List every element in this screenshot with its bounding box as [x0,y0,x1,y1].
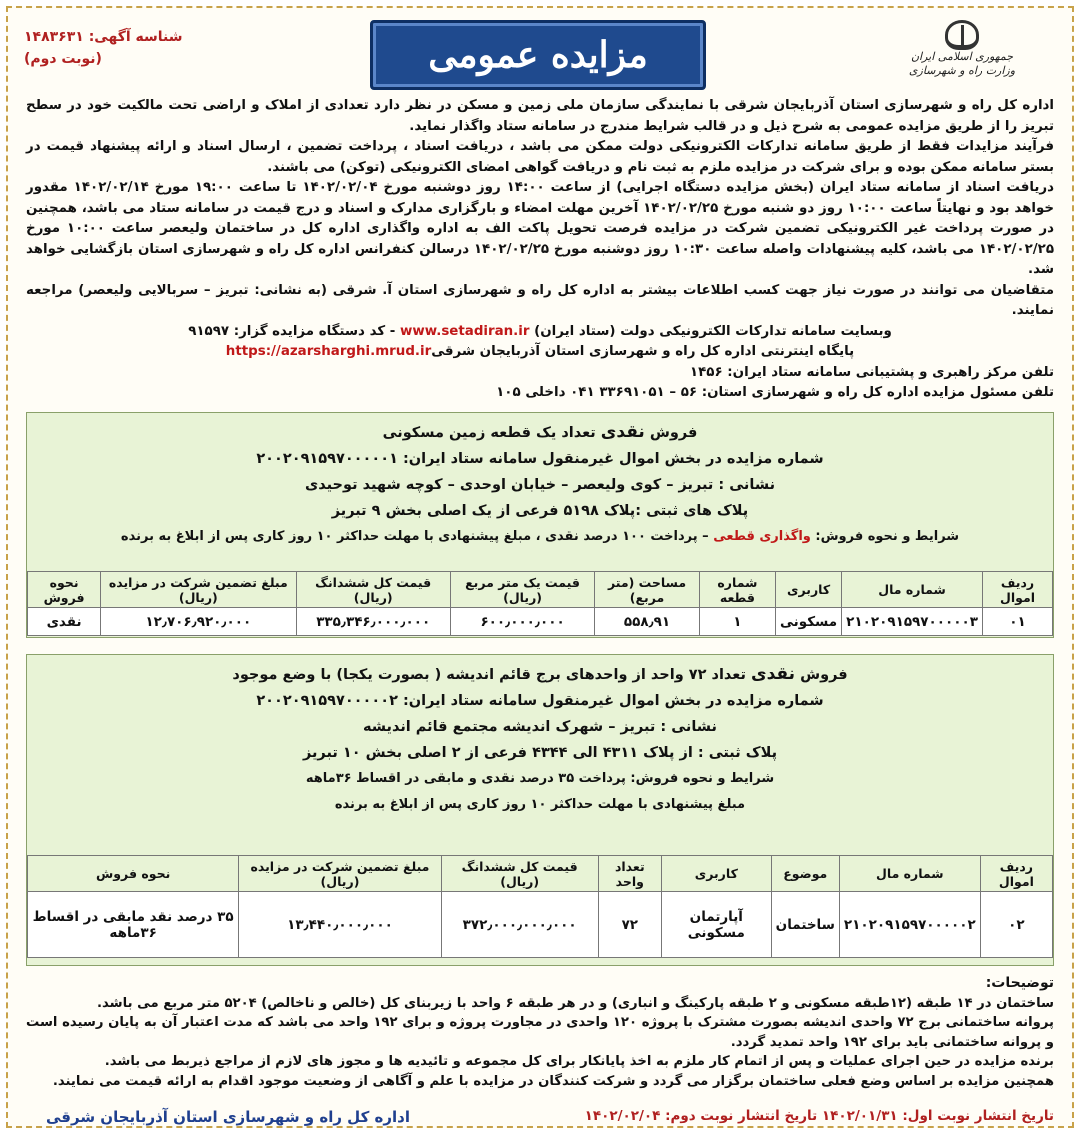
setad-website-line [26,322,1054,343]
section-2-plaque: پلاک ثبتی : از پلاک ۴۳۱۱ الی ۴۳۴۴ فرعی از ۲ اصلی بخش ۱۰ تبریز [302,745,778,761]
column-header: قیمت کل ششدانگ (ریال) [441,856,598,892]
table-row [28,892,1053,958]
column-header: نحوه فروش [28,572,101,608]
section-2-terms-2: مبلغ پیشنهادی با مهلت حداکثر ۱۰ روز کاری پس از ابلاغ به برنده [334,797,746,812]
intro-paragraph-1: اداره کل راه و شهرسازی استان آذربایجان شرقی با نمایندگی سازمان ملی زمین و مسکن در نظر دارد تعدادی از املاک و اراضی تحت مالکیت خود در سطح تبریز را از طریق مزایده عمومی به شرح ذیل و در قالب شرایط مندرج در سامانه ستاد واگذار نماید. [26,98,1054,134]
officer-phone: تلفن مسئول مزایده اداره کل راه و شهرسازی استان: ۵۶ – ۳۳۶۹۱۰۵۱ ۰۴۱ داخلی ۱۰۵ [496,385,1054,400]
emblem-line-1: جمهوری اسلامی ایران [910,50,1014,63]
table-cell: ۷۲ [598,892,661,958]
page-title: مزایده عمومی [428,34,648,76]
auction-section-1 [26,412,1054,638]
table-cell: ۲۱۰۲۰۹۱۵۹۷۰۰۰۰۰۲ [839,892,980,958]
intro-paragraph-2: فرآیند مزایدات فقط از طریق سامانه تدارکات الکترونیکی دولت ممکن می باشد ، دریافت اسناد ، پرداخت تضمین ، ارسال اسناد و ارائه پیشنهاد قیمت در بستر سامانه ممکن بوده و برای شرکت در مزایده ملزم به ثبت نام و دریافت گواهی امضای الکترونیکی (توکن) می باشند. [26,139,1054,175]
section-1-auction-number: شماره مزایده در بخش اموال غیرمنقول سامانه ستاد ایران: ۲۰۰۲۰۹۱۵۹۷۰۰۰۰۰۱ [256,451,824,467]
column-header: شماره مال [842,572,983,608]
section-1-title: فروش نقدی تعداد یک قطعه زمین مسکونی [382,422,698,442]
intro-paragraph-3: دریافت اسناد از سامانه ستاد ایران (بخش مزایده دستگاه اجرایی) از ساعت ۱۴:۰۰ روز دوشنبه مورخ ۱۴۰۲/۰۲/۰۴ تا ساعت ۱۹:۰۰ مورخ ۱۴۰۲/۰۲/۱۴ مقدور خواهد بود و نهایتاً ساعت ۱۰:۰۰ روز دو شنبه مورخ ۱۴۰۲/۰۲/۲۵ آخرین مهلت امضاء و بارگزاری مدارک و اسناد و درج قیمت در سامانه ستاد می باشد، همچنین در صورت پرداخت غیر الکترونیکی تضمین شرکت در مزایده فرصت تحویل پاکت الف به اداره واگذاری اداره کل در ساختمان ولیعصر ساعت ۱۰:۰۰ مورخ ۱۴۰۲/۰۲/۲۵ می باشد، کلیه پیشنهادات واصله ساعت ۱۰:۳۰ روز دوشنبه مورخ ۱۴۰۲/۰۲/۲۵ درسالن کنفرانس اداره کل راه و شهرسازی استان بازگشایی خواهد شد. [26,180,1054,277]
section-1-table [27,571,1053,636]
column-header: مساحت (متر مربع) [595,572,700,608]
table-cell: ۳۷۲٫۰۰۰٫۰۰۰٫۰۰۰ [441,892,598,958]
section-1-address: نشانی : تبریز – کوی ولیعصر – خیابان اوحدی – کوچه شهید توحیدی [304,477,776,493]
support-phone: تلفن مرکز راهبری و پشتیبانی سامانه ستاد ایران: ۱۴۵۶ [689,364,1054,380]
ad-round-text: (نوبت دوم) [24,51,102,67]
column-header: موضوع [771,856,839,892]
notes [26,974,1054,1091]
table-cell: ساختمان [771,892,839,958]
table-cell: ۰۱ [982,608,1052,636]
table-cell: نقدی [28,608,101,636]
publication-dates: تاریخ انتشار نوبت اول: ۱۴۰۲/۰۱/۳۱ تاریخ انتشار نوبت دوم: ۱۴۰۲/۰۲/۰۴ [584,1108,1054,1124]
column-header: مبلغ تضمین شرکت در مزایده (ریال) [239,856,441,892]
table-cell: ۶۰۰٫۰۰۰٫۰۰۰ [450,608,594,636]
table-cell: ۲۱۰۲۰۹۱۵۹۷۰۰۰۰۰۳ [842,608,983,636]
table-cell: ۵۵۸٫۹۱ [595,608,700,636]
table-cell: ۳۵ درصد نقد مابقی در اقساط ۳۶ماهه [28,892,239,958]
header [18,14,1062,96]
section-2-heading [27,655,1053,818]
section-2-terms-1: شرایط و نحوه فروش: پرداخت ۳۵ درصد نقدی و مابقی در اقساط ۳۶ماهه [305,771,775,786]
section-1-plaque: پلاک های ثبتی :پلاک ۵۱۹۸ فرعی از یک اصلی بخش ۹ تبریز [331,503,749,519]
section-2-table [27,855,1053,958]
section-1-heading [27,413,1053,550]
column-header: مبلغ تضمین شرکت در مزایده (ریال) [101,572,296,608]
office-website-link[interactable]: https://azarsharghi.mrud.ir [225,344,432,359]
note-4: همچنین مزایده بر اساس وضع فعلی ساختمان برگزار می گردد و شرکت کنندگان در مزایده با علم و آگاهی از وضعیت موجود اقدام به ارائه قیمت می نمایند. [52,1073,1054,1089]
emblem-line-2: وزارت راه و شهرسازی [908,64,1016,77]
notes-title: توضیحات: [985,975,1054,991]
column-header: شماره مال [839,856,980,892]
section-2-title: فروش نقدی تعداد ۷۲ واحد از واحدهای برج قائم اندیشه ( بصورت یکجا) با وضع موجود [232,664,848,684]
column-header: قیمت کل ششدانگ (ریال) [296,572,450,608]
ad-identifier [24,26,183,70]
column-header: تعداد واحد [598,856,661,892]
title-banner [370,20,706,90]
section-2-auction-number: شماره مزایده در بخش اموال غیرمنقول سامانه ستاد ایران: ۲۰۰۲۰۹۱۵۹۷۰۰۰۰۰۲ [256,693,824,709]
advertisement-frame [6,6,1074,1128]
column-header: کاربری [661,856,771,892]
ministry-emblem [902,20,1022,78]
table-cell: ۱۲٫۷۰۶٫۹۲۰٫۰۰۰ [101,608,296,636]
table-cell: ۱ [699,608,775,636]
column-header: ردیف اموال [980,856,1052,892]
table-row [28,608,1053,636]
table-cell: ۳۳۵٫۳۴۶٫۰۰۰٫۰۰۰ [296,608,450,636]
table-cell: آپارتمان مسکونی [661,892,771,958]
setad-auctioneer-code: - کد دستگاه مزایده گزار: ۹۱۵۹۷ [188,323,400,339]
column-header: ردیف اموال [982,572,1052,608]
table-header-row [28,856,1053,892]
auction-section-2 [26,654,1054,966]
office-website-line [26,342,1054,363]
note-1: ساختمان در ۱۴ طبقه (۱۲طبقه مسکونی و ۲ طبقه پارکینگ و انباری) و در هر طبقه ۶ واحد با زیربنای کل (خالص و ناخالص) ۵۲۰۴ متر مربع می باشد. [97,995,1054,1011]
section-2-address: نشانی : تبریز – شهرک اندیشه مجتمع قائم اندیشه [362,719,718,735]
footer [26,1108,1054,1130]
ad-id-text: شناسه آگهی: ۱۴۸۳۶۳۱ [24,29,183,45]
office-website-label: پایگاه اینترنتی اداره کل راه و شهرسازی استان آذربایجان شرقی [431,344,855,359]
intro-text [26,96,1054,404]
note-3: برنده مزایده در حین اجرای عملیات و پس از اتمام کار ملزم به اخذ پایانکار برای کل مجموعه و تائیدیه ها و مجوز های لازم از مراجع ذیربط می باشد. [104,1054,1054,1069]
emblem-icon [945,20,979,50]
column-header: کاربری [776,572,842,608]
table-cell: ۰۲ [980,892,1052,958]
column-header: نحوه فروش [28,856,239,892]
table-cell: ۱۳٫۴۴۰٫۰۰۰٫۰۰۰ [239,892,441,958]
column-header: قیمت یک متر مربع (ریال) [450,572,594,608]
table-cell: مسکونی [776,608,842,636]
intro-paragraph-4: متقاضیان می توانند در صورت نیاز جهت کسب اطلاعات بیشتر به اداره کل راه و شهرسازی استان آ. شرقی (به نشانی: تبریز – سربالایی ولیعصر) مراجعه نمایند. [26,282,1054,318]
note-2: پروانه ساختمانی برج ۷۲ واحدی اندیشه بصورت مشترک با پروژه ۱۲۰ واحدی در مجاورت پروژه و برای ۱۹۲ واحد می باشد که مدت اعتبار آن به پایان رسیده است و پروانه ساختمانی باید برای ۱۹۲ واحد تمدید گردد. [26,1015,1054,1050]
section-1-terms: شرایط و نحوه فروش: واگذاری قطعی – پرداخت ۱۰۰ درصد نقدی ، مبلغ پیشنهادی با مهلت حداکثر ۱۰ روز کاری پس از ابلاغ به برنده [120,529,960,544]
setad-website-label: وبسایت سامانه تدارکات الکترونیکی دولت (ستاد ایران) [529,323,892,339]
column-header: شماره قطعه [699,572,775,608]
table-header-row [28,572,1053,608]
setad-website-link[interactable]: www.setadiran.ir [400,323,530,339]
organization-name: اداره کل راه و شهرسازی استان آذربایجان شرقی [46,1108,410,1126]
